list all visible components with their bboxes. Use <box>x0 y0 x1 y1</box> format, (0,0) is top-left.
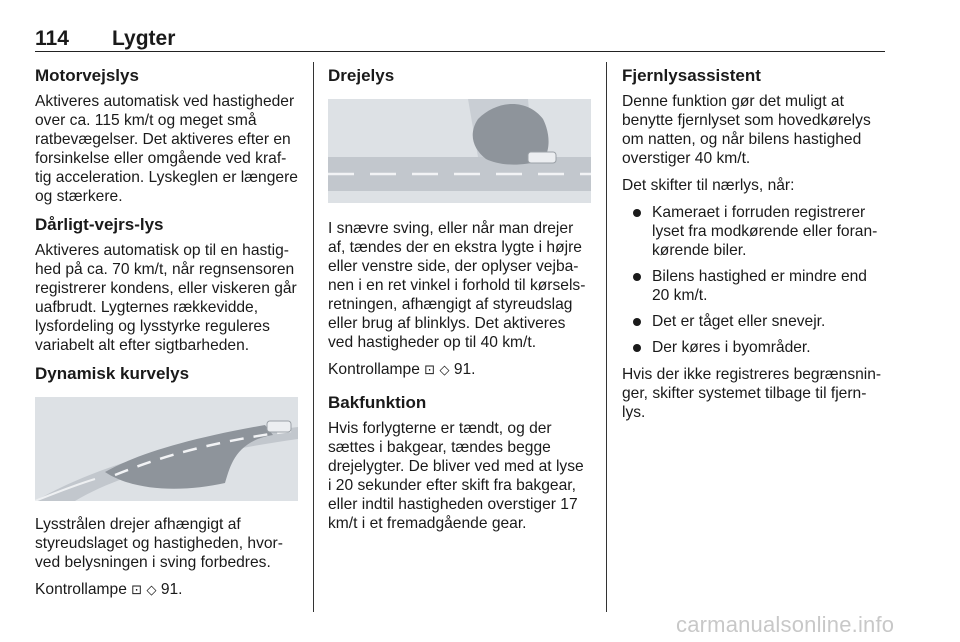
section-text-daarligt-vejrs-lys: Aktiveres automatisk op til en hastig-hed på ca. 70 km/t, når regnsensoren registrerer kondens, eller viskeren går uafbrudt. Lygternes rækkevidde, lysfordeling og lysstyrke reguleres variabelt alt efter sigtbarheden. <box>35 242 297 354</box>
section-text-fjernlysassistent: Denne funktion gør det muligt at benytte fjernlyset som hovedkørelys om natten, og når bilens hastighed overstiger 40 km/t. <box>622 93 871 167</box>
watermark: carmanualsonline.info <box>676 612 895 637</box>
page-reference-icon: ◇ <box>146 583 157 598</box>
control-lamp-page: 91. <box>160 581 183 598</box>
column-divider-1 <box>313 62 314 612</box>
header-rule <box>35 51 885 52</box>
column-divider-2 <box>606 62 607 612</box>
control-lamp-icon: ⊡ <box>424 363 436 378</box>
control-lamp-page: 91. <box>453 361 476 378</box>
control-lamp-label: Kontrollampe <box>35 581 127 598</box>
list-outro: Hvis der ikke registreres begrænsnin-ger, skifter systemet tilbage til fjern-lys. <box>622 366 882 421</box>
section-text-motorvejslys: Aktiveres automatisk ved hastigheder over ca. 115 km/t og meget små ratbevægelser. Det aktiveres efter en forsinkelse eller omgående ved kraf-tig acceleration. Lyskeglen er længere og stærkere. <box>35 93 298 205</box>
list-item: Det er tåget eller snevejr. <box>622 312 887 331</box>
section-title-daarligt-vejrs-lys: Dårligt-vejrs-lys <box>35 215 164 234</box>
list-item: Kameraet i forruden registrerer lyset fra modkørende eller foran-kørende biler. <box>622 203 887 260</box>
column-2 <box>328 62 591 541</box>
list-item: Bilens hastighed er mindre end 20 km/t. <box>622 267 887 305</box>
page-reference-icon: ◇ <box>439 363 450 378</box>
column-1 <box>35 62 298 608</box>
section-text-bakfunktion: Hvis forlygterne er tændt, og der sættes i bakgear, tændes begge drejelygter. De bliver ved med at lyse i 20 sekunder efter skift fra bakgear, eller indtil hastigheden overstiger 17 km/t i et fremadgående gear. <box>328 420 584 532</box>
section-title-bakfunktion: Bakfunktion <box>328 393 427 412</box>
curve-light-illustration <box>35 397 298 501</box>
page-header <box>35 27 885 51</box>
section-title-motorvejslys: Motorvejslys <box>35 66 139 85</box>
list-item: Der køres i byområder. <box>622 338 887 357</box>
section-title-drejelys: Drejelys <box>328 66 395 85</box>
section-title-fjernlysassistent: Fjernlysassistent <box>622 66 761 85</box>
section-text-drejelys: I snævre sving, eller når man drejer af, tændes der en ekstra lygte i højre eller venstre side, der oplyser vejba-nen i en ret vinkel i forhold til kørsels-retningen, afhængigt af styreudslag eller brug af blinklys. Det aktiveres ved hastigheder op til 40 km/t. <box>328 220 586 351</box>
control-lamp-reference <box>35 580 298 600</box>
conditions-list <box>622 203 887 357</box>
bullet-icon <box>633 209 641 217</box>
chapter-title: Lygter <box>112 27 176 50</box>
column-3 <box>622 62 887 430</box>
page-number: 114 <box>35 27 69 50</box>
control-lamp-reference-2 <box>328 360 591 380</box>
control-lamp-label: Kontrollampe <box>328 361 420 378</box>
section-text-dynamisk-kurvelys: Lysstrålen drejer afhængigt af styreudslaget og hastigheden, hvor-ved belysningen i sving forbedres. <box>35 516 283 571</box>
bullet-icon <box>633 318 641 326</box>
control-lamp-icon: ⊡ <box>131 583 143 598</box>
cornering-light-illustration <box>328 99 591 203</box>
bullet-icon <box>633 344 641 352</box>
bullet-icon <box>633 273 641 281</box>
list-intro: Det skifter til nærlys, når: <box>622 177 795 194</box>
section-title-dynamisk-kurvelys: Dynamisk kurvelys <box>35 364 190 383</box>
